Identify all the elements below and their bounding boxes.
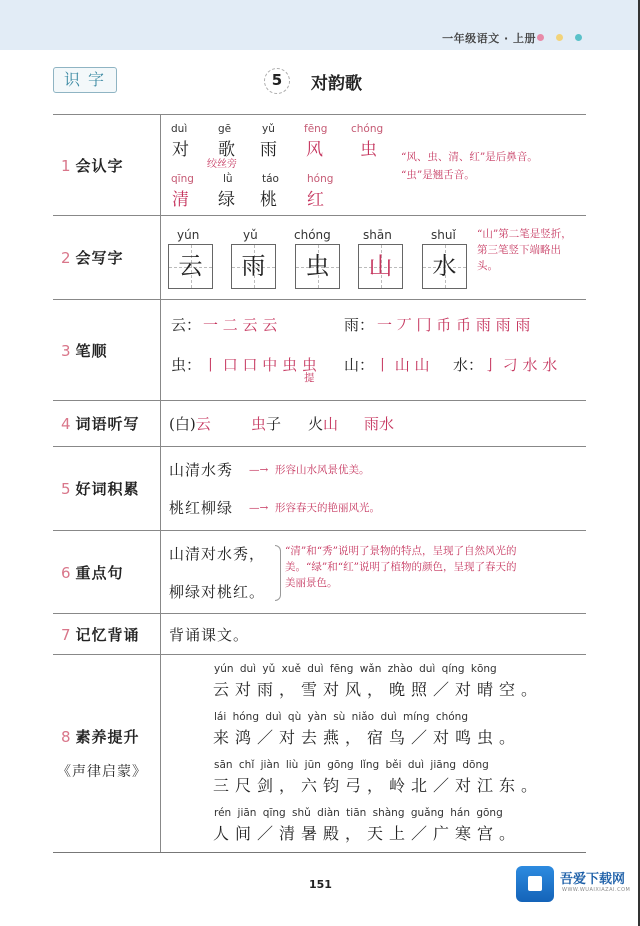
writing-box: 山 <box>358 244 403 289</box>
brace-icon <box>275 545 281 601</box>
row-label: 素养提升 <box>75 728 140 746</box>
writing-box: 雨 <box>231 244 276 289</box>
row-write-chars: 2 会写字 yún 云 yǔ 雨 chóng 虫 shān 山 shuǐ 水 “山”第二笔是竖折，第三笔竖下端略出头。 <box>53 215 586 299</box>
row-key-sentence: 6 重点句 山清对水秀， 柳绿对桃红。 “清”和“秀”说明了景物的特点，呈现了自然风光的美。“绿”和“红”说明了植物的颜色，呈现了春天的美丽景色。 <box>53 530 586 613</box>
stroke-hint: 提 <box>304 372 315 384</box>
study-table <box>53 114 586 853</box>
pronunciation-note-1: “风、虫、清、红”是后鼻音。 <box>401 151 538 163</box>
decor-dot-yellow <box>556 34 563 41</box>
decor-dot-pink <box>537 34 544 41</box>
row-enrichment: 8 素养提升 《声律启蒙》 yún duì yǔ xuě duì fēng wǎn zhào duì qíng kōng 云对雨，雪对风，晚照／对晴空。 lái hóng duì qù yàn sù niǎo duì míng chóng 来鸿／对去燕，宿鸟／对鸣虫。 sān chǐ jiàn liù jūn gōng lǐng běi duì jiāng dōng 三尺剑，六钧弓，岭北／对江东。 rén jiān qīng shǔ diàn tiān shàng guǎng hán gōng 人间／清暑殿，天上／广寒宫。 <box>53 654 586 853</box>
arrow-icon: —→ <box>249 464 269 476</box>
section-tag: 识字 <box>53 67 117 93</box>
row-label: 会写字 <box>75 249 124 267</box>
watermark-url: WWW.WUAIXIAZAI.COM <box>562 887 631 893</box>
page-number: 151 <box>309 878 332 891</box>
watermark-logo-icon <box>516 866 554 902</box>
writing-box: 云 <box>168 244 213 289</box>
row-good-words: 5 好词积累 山清水秀 —→ 形容山水风景优美。 桃红柳绿 —→ 形容春天的艳丽风光。 <box>53 446 586 530</box>
pronunciation-note-2: “虫”是翘舌音。 <box>401 169 475 181</box>
poem-source: 《声律启蒙》 <box>57 764 147 780</box>
row-label: 好词积累 <box>75 480 140 498</box>
header-band <box>0 0 640 50</box>
row-label: 笔顺 <box>75 341 108 360</box>
row-recite: 7 记忆背诵 背诵课文。 <box>53 613 586 654</box>
watermark-name: 吾爱下载网 <box>560 872 626 887</box>
lesson-title: 对韵歌 <box>311 74 362 94</box>
row-dictation: 4 词语听写 (白)云 虫子 火山 雨水 <box>53 400 586 446</box>
writing-note: “山”第二笔是竖折，第三笔竖下端略出头。 <box>477 228 572 272</box>
row-recognize-chars: 1 会认字 duì 对 gē 歌 yǔ 雨 fēng 风 chóng 虫 绞丝旁 qīng 清 lǜ 绿 táo 桃 hóng 红 “风、虫、清、红”是后鼻音。 “虫”是翘舌音。 <box>53 114 586 215</box>
row-label: 词语听写 <box>75 415 140 433</box>
row-stroke-order: 3 笔顺 云： 一 二 云 云 雨： 一 丆 冂 币 币 雨 雨 雨 虫： 丨 口 口 中 虫 虫 提 山： 丨 山 山 水： 亅 刁 水 水 <box>53 299 586 400</box>
lesson-number: 5 <box>264 68 290 94</box>
writing-box: 虫 <box>295 244 340 289</box>
decor-dot-teal <box>575 34 582 41</box>
row-label: 重点句 <box>75 563 124 582</box>
arrow-icon: —→ <box>249 502 269 514</box>
radical-note: 绞丝旁 <box>207 159 237 170</box>
book-title: 一年级语文 · 上册 <box>442 32 536 45</box>
row-label: 记忆背诵 <box>75 625 140 644</box>
row-label: 会认字 <box>75 156 124 175</box>
writing-box: 水 <box>422 244 467 289</box>
